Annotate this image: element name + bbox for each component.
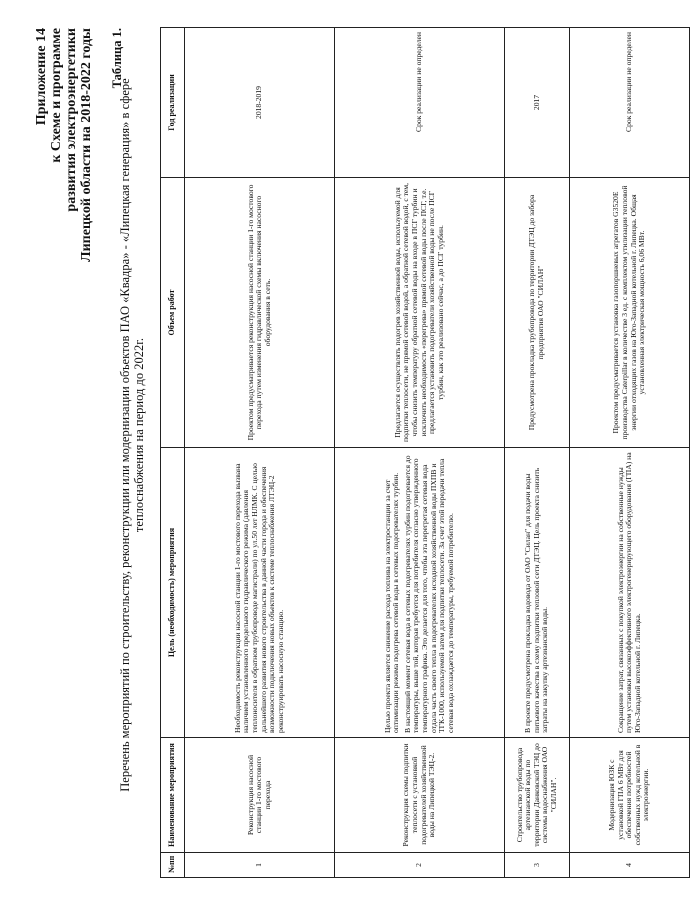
- row-year: 2018-2019: [185, 28, 335, 178]
- appendix-line-3: развития электроэнергетики: [64, 28, 79, 212]
- row-scope: [185, 178, 335, 448]
- row-goal: [505, 448, 570, 738]
- goal-paragraph: Целью проекта является снижение расхода топлива на электростанции за счет оптимизации режима подогрева сетевой воды в сетевых подогревателях турбин.: [382, 472, 401, 733]
- table-row: [570, 28, 690, 878]
- row-name: Строительство трубопровода артезианской воды по территории Данковской ТЭЦ до системы водоснабжения ОАО "СИЛАН".: [505, 738, 570, 853]
- row-num: 1: [185, 853, 335, 878]
- appendix-line-4: Липецкой области на 2018-2022 годы: [79, 28, 94, 262]
- header-goal: Цель (необходимость) мероприятия: [161, 448, 185, 738]
- row-scope: [335, 178, 505, 448]
- appendix-number: Приложение 14: [34, 28, 49, 126]
- scope-paragraph: Предусмотрена прокладка трубопровода по территории ДТЭЦ до забора предприятия ОАО "СИЛАН": [527, 194, 545, 431]
- goal-paragraph: Сокращение затрат, связанных с покупкой электроэнергии на собственные нужды путем установки высокоэффективного электрогенерирующего оборудования (ГПА) на Юго-Западной котельной г. Липецка.: [615, 452, 642, 733]
- appendix-header: [34, 28, 94, 262]
- row-year: Срок реализации не определен: [335, 28, 505, 178]
- header-name: Наименование мероприятия: [161, 738, 185, 853]
- document-title: Перечень мероприятий по строительству, реконструкции или модернизации объектов ПАО «Квадра» - «Липецкая генерация» в сфере теплоснабжения на период до 2022г.: [118, 78, 146, 792]
- row-scope: [570, 178, 690, 448]
- row-name: Реконструкция схемы подпитки теплосети с установкой подогревателей хозяйственной воды на Липецкой ТЭЦ-2.: [335, 738, 505, 853]
- table-row: [185, 28, 335, 878]
- table-header-row: [161, 28, 185, 878]
- measures-table: [160, 27, 690, 878]
- header-year: Год реализации: [161, 28, 185, 178]
- row-goal: [335, 448, 505, 738]
- row-goal: [185, 448, 335, 738]
- goal-paragraph: Необходимость реконструкции насосной станции 1-го мостового перехода вызвана наличием установленного предельного гидравлического режима (давления теплоносителя в обратном трубопроводе магистрали) по ул.50 лет НЛМК. С целью дальнейшего развития нового строительства в данной части города и обеспечения возможности подключения новых объектов к системе теплоснабжения ЛТЭЦ-2 реконструировать насосную станцию.: [232, 463, 285, 733]
- row-num: 2: [335, 853, 505, 878]
- scope-paragraph: Проектом предусматривается установка газопоршневых агрегатов G3520E производства Caterpillar в количестве 3 ед. с комплектом утилизации тепловой энергии отходящих газов на Юго-Западной котельной г. Липецка. Общая установленная электрическая мощность 6,06 МВт.: [611, 185, 647, 440]
- table-row: [505, 28, 570, 878]
- header-num: №пп: [161, 853, 185, 878]
- scope-paragraph: Предлагается осуществлять подогрев хозяйственной воды, используемой для подпитки теплосети, не прямой сетевой водой, а обратной сетевой водой, с тем, чтобы снизить температуру обратной сетевой воды на входе в ПСГ турбин и исключить необходимость «перегрева» прямой сетевой воды после ПСГ, т.е. предлагается установить подогреватели хозяйственной воды не после ПСГ турбин, как это реализовано сейчас, а до ПСГ турбин.: [392, 183, 445, 442]
- row-name: Реконструкция насосной станции 1-го мостового перехода: [185, 738, 335, 853]
- row-scope: [505, 178, 570, 448]
- row-year: Срок реализации не определен: [570, 28, 690, 178]
- row-name: Модернизация ЮЗК с установкой ГПА 6 МВт для обеспечения потребностей собственных нужд котельной в электроэнергии.: [570, 738, 690, 853]
- scope-paragraph: Проектом предусматривается реконструкция насосной станции 1-го мостового перехода путем изменения гидравлической схемы включения насосного оборудования в сеть.: [245, 184, 272, 441]
- header-scope: Объем работ: [161, 178, 185, 448]
- row-goal: [570, 448, 690, 738]
- row-year: 2017: [505, 28, 570, 178]
- goal-paragraph: В настоящий момент сетевая вода в сетевых подогревателях турбин подогревается до температуры, выше той, которая требуется для потребителя согласно утвержденного температурного графика. Это делается для того, чтобы эта перегретая сетевая вода отдала часть своего тепла в подогревателях исходной хозяйственной воды ПХПВ и ТГК-1000, используемой затем для подпитки теплосети. За счет этой передачи тепла сетевая вода охлаждается до температуры, требуемой потребителю.: [402, 455, 455, 733]
- goal-paragraph: В проекте предусмотрена прокладка водовода от ОАО "Силан" для подачи воды питьевого качества в схему подпитки тепловой сети ДТЭЦ. Цель проекта снизить затраты на закупку артезианской воды.: [523, 467, 550, 733]
- table-row: [335, 28, 505, 878]
- table-number: Таблица 1.: [110, 28, 124, 89]
- row-num: 3: [505, 853, 570, 878]
- row-num: 4: [570, 853, 690, 878]
- appendix-line-2: к Схеме и программе: [49, 28, 64, 163]
